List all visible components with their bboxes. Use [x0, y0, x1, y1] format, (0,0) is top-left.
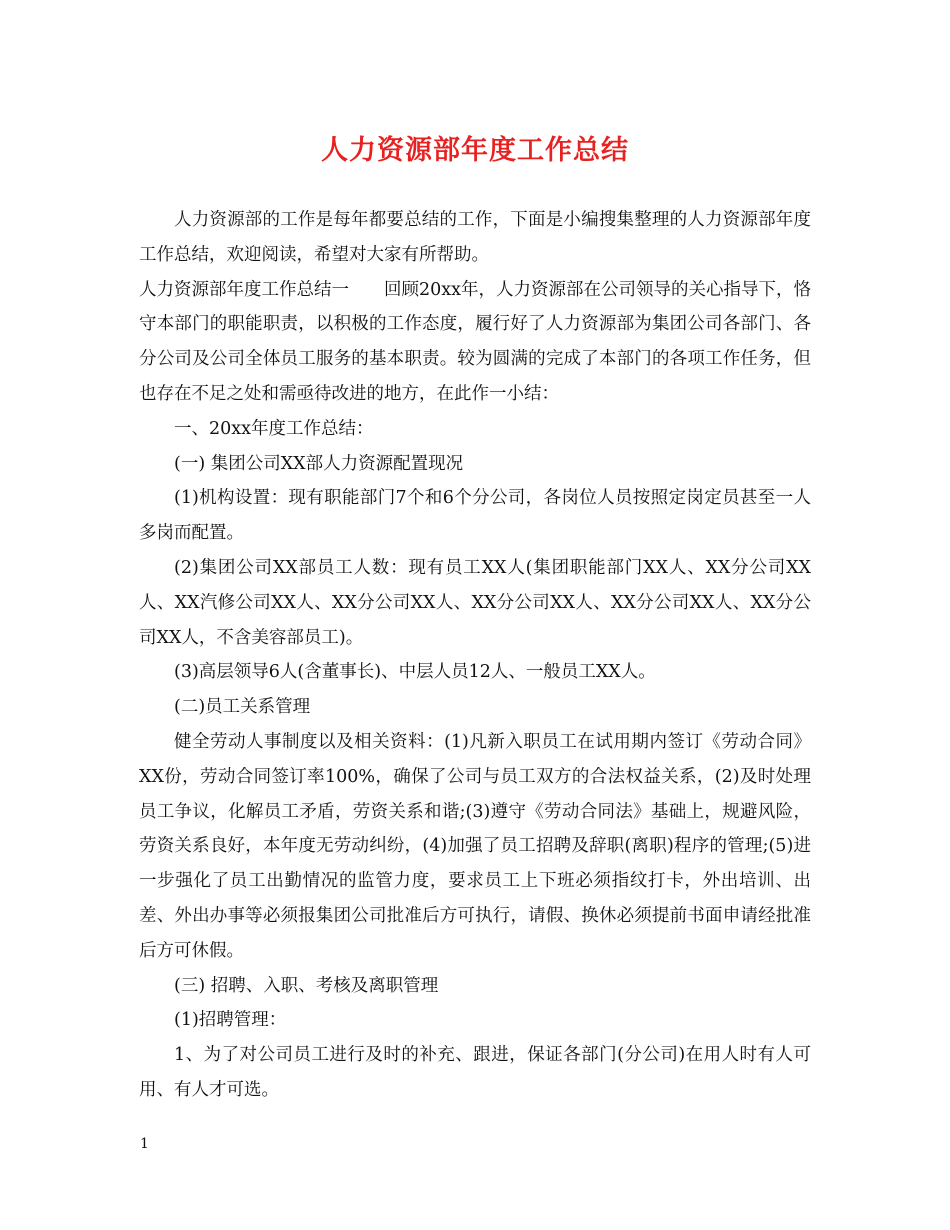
- intro-paragraph: 人力资源部的工作是每年都要总结的工作，下面是小编搜集整理的人力资源部年度工作总结，欢迎阅读，希望对大家有所帮助。: [139, 210, 811, 265]
- subsection-heading: (三) 招聘、入职、考核及离职管理: [174, 975, 439, 996]
- body-paragraph: (3)高层领导6人(含董事长)、中层人员12人、一般员工XX人。: [174, 662, 656, 683]
- subsection-heading: (一) 集团公司XX部人力资源配置现况: [174, 453, 464, 474]
- body-paragraph: 1、为了对公司员工进行及时的补充、跟进，保证各部门(分公司)在用人时有人可用、有人才可选。: [139, 1045, 811, 1100]
- document-title: 人力资源部年度工作总结: [321, 135, 629, 166]
- subsection-heading: (二)员工关系管理: [174, 697, 311, 718]
- section-heading: 一、20xx年度工作总结：: [174, 418, 374, 439]
- document-body: [139, 203, 811, 1108]
- body-paragraph: (2)集团公司XX部员工人数：现有员工XX人(集团职能部门XX人、XX分公司XX人、XX汽修公司XX人、XX分公司XX人、XX分公司XX人、XX分公司XX人、XX分公司XX人，不含美容部员工)。: [139, 557, 811, 648]
- body-paragraph: 健全劳动人事制度以及相关资料：(1)凡新入职员工在试用期内签订《劳动合同》XX份，劳动合同签订率100%，确保了公司与员工双方的合法权益关系，(2)及时处理员工争议，化解员工矛盾，劳资关系和谐;(3)遵守《劳动合同法》基础上，规避风险，劳资关系良好，本年度无劳动纠纷，(4)加强了员工招聘及辞职(离职)程序的管理;(5)进一步强化了员工出勤情况的监管力度，要求员工上下班必须指纹打卡，外出培训、出差、外出办事等必须报集团公司批准后方可执行，请假、换休必须提前书面申请经批准后方可休假。: [139, 731, 811, 961]
- body-paragraph: (1)招聘管理：: [174, 1010, 287, 1031]
- summary-one-paragraph: 人力资源部年度工作总结一 回顾20xx年，人力资源部在公司领导的关心指导下，恪守本部门的职能职责，以积极的工作态度，履行好了人力资源部为集团公司各部门、各分公司及公司全体员工服务的基本职责。较为圆满的完成了本部门的各项工作任务，但也存在不足之处和需亟待改进的地方，在此作一小结：: [139, 279, 812, 404]
- body-paragraph: (1)机构设置：现有职能部门7个和6个分公司，各岗位人员按照定岗定员甚至一人多岗而配置。: [139, 488, 811, 544]
- page-number: 1: [140, 1136, 149, 1152]
